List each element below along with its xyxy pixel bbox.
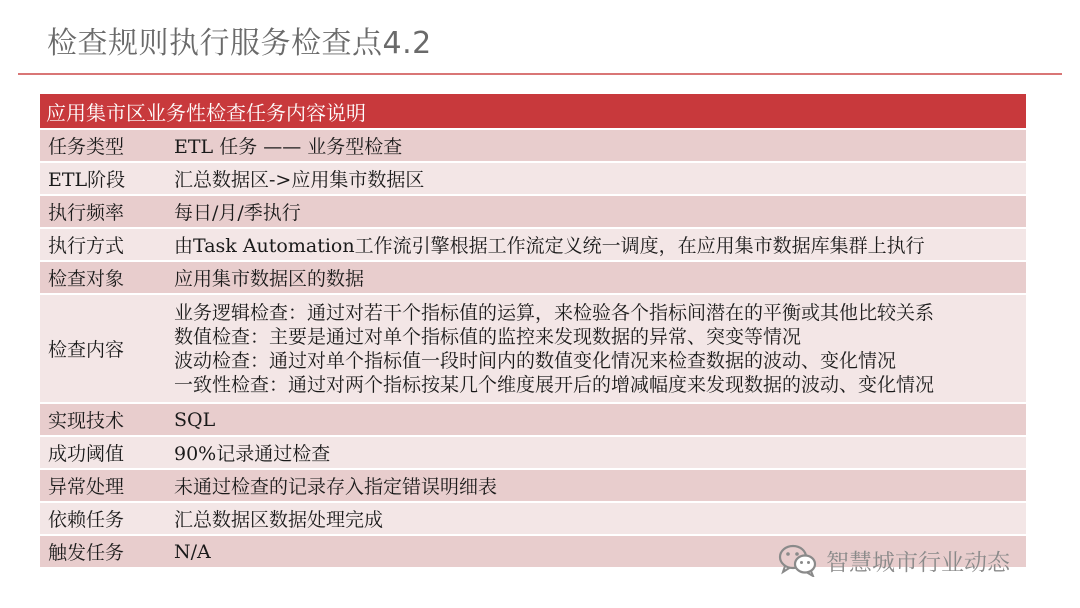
row-value: 由Task Automation工作流引擎根据工作流定义统一调度，在应用集市数据库集群上执行 (158, 228, 1026, 261)
check-line: 数值检查：主要是通过对单个指标值的监控来发现数据的异常、突变等情况 (174, 325, 802, 348)
check-line: 业务逻辑检查：通过对若干个指标值的运算，来检验各个指标间潜在的平衡或其他比较关系 (174, 301, 935, 324)
wechat-icon (778, 543, 818, 577)
row-value: 90%记录通过检查 (158, 436, 1026, 469)
row-key: 依赖任务 (40, 502, 158, 535)
row-value: ETL 任务 —— 业务型检查 (158, 129, 1026, 162)
table-row (40, 228, 1026, 261)
row-value: 汇总数据区->应用集市数据区 (158, 162, 1026, 195)
title-divider (18, 73, 1062, 75)
row-key: ETL阶段 (40, 162, 158, 195)
check-line: 一致性检查：通过对两个指标按某几个维度展开后的增减幅度来发现数据的波动、变化情况 (174, 373, 935, 396)
row-key: 异常处理 (40, 469, 158, 502)
watermark (778, 540, 1010, 580)
table-row (40, 294, 1026, 403)
table-row (40, 502, 1026, 535)
row-value: 应用集市数据区的数据 (158, 261, 1026, 294)
page-title: 检查规则执行服务检查点4.2 (47, 26, 432, 61)
row-key: 任务类型 (40, 129, 158, 162)
table-header: 应用集市区业务性检查任务内容说明 (40, 94, 1026, 129)
row-value: 每日/月/季执行 (158, 195, 1026, 228)
row-key: 实现技术 (40, 403, 158, 436)
table-row (40, 469, 1026, 502)
row-key: 检查内容 (40, 294, 158, 403)
task-spec-table (40, 94, 1026, 569)
row-value: SQL (158, 403, 1026, 436)
row-key: 成功阈值 (40, 436, 158, 469)
row-value-multiline (158, 294, 1026, 403)
row-key: 检查对象 (40, 261, 158, 294)
row-key: 触发任务 (40, 535, 158, 568)
table-row (40, 436, 1026, 469)
table-row (40, 261, 1026, 294)
table-row (40, 162, 1026, 195)
row-value: N/A (158, 535, 1026, 568)
table-row (40, 403, 1026, 436)
row-value: 未通过检查的记录存入指定错误明细表 (158, 469, 1026, 502)
row-key: 执行频率 (40, 195, 158, 228)
table-row (40, 195, 1026, 228)
row-value: 汇总数据区数据处理完成 (158, 502, 1026, 535)
row-key: 执行方式 (40, 228, 158, 261)
watermark-text: 智慧城市行业动态 (826, 549, 1010, 576)
table-row (40, 129, 1026, 162)
check-line: 波动检查：通过对单个指标值一段时间内的数值变化情况来检查数据的波动、变化情况 (174, 349, 897, 372)
